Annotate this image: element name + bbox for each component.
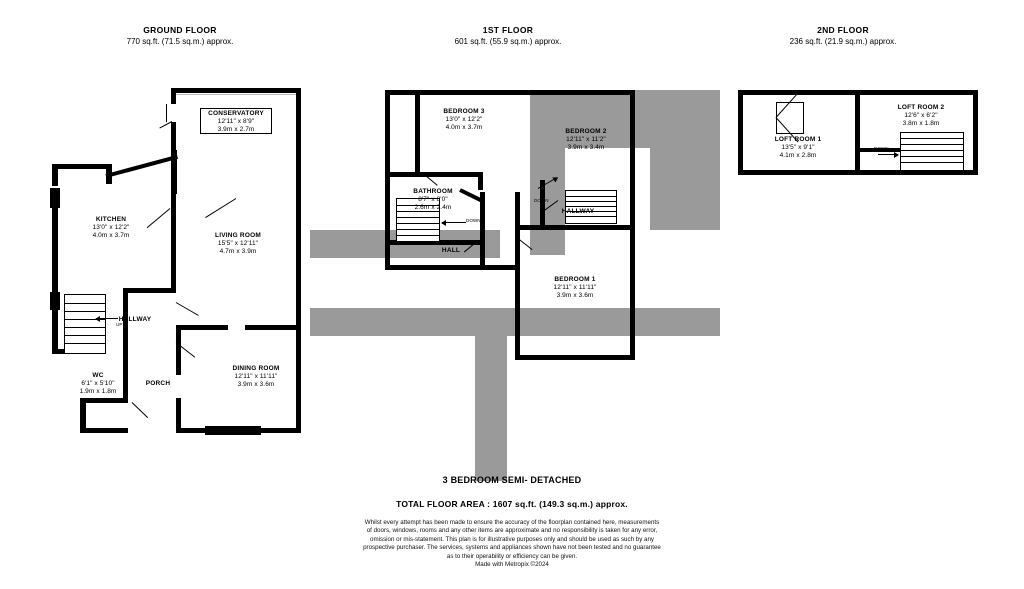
first-stair-label-down: DOWN [466, 218, 481, 223]
first-internal-bed3-bath [390, 172, 482, 177]
total-floor-area: TOTAL FLOOR AREA : 1607 sq.ft. (149.3 sq.m.) approx. [396, 499, 628, 509]
bedroom1-dim-metric: 3.9m x 3.6m [556, 292, 594, 299]
room-label-wc [70, 372, 126, 396]
bedroom1-name: BEDROOM 1 [554, 276, 596, 283]
roof-mass-tail [475, 336, 507, 481]
room-label-bedroom1 [530, 276, 620, 300]
second-wall-left [738, 90, 743, 175]
bathroom-name: BATHROOM [413, 188, 453, 195]
porch-name: PORCH [145, 380, 171, 387]
footer [0, 475, 1024, 569]
first-internal-landing-bottom [515, 225, 543, 230]
house-wall-right-upper [296, 188, 301, 433]
room-label-bathroom [392, 188, 474, 212]
room-label-porch [134, 380, 182, 388]
conservatory-wall-right [296, 88, 301, 194]
hallway-first-name: HALLWAY [561, 208, 595, 215]
disclaimer-line-3: omission or mis-statement. This plan is for illustrative purposes only and should be used as such by any [370, 535, 654, 543]
second-internal-divider [855, 90, 860, 175]
conservatory-door-jamb [166, 104, 167, 122]
conservatory-wall-left-lower [171, 122, 176, 150]
first-wall-left-upper [385, 90, 390, 182]
bathroom-dim-imperial: 8'7" x 8'0" [418, 196, 448, 203]
bedroom2-name: BEDROOM 2 [565, 128, 607, 135]
disclaimer-line-1: Whilst every attempt has been made to ensure the accuracy of the floorplan contained here, measurements [364, 519, 660, 526]
room-label-living [193, 232, 283, 256]
loft1-hatch [776, 102, 804, 134]
room-label-loft1 [756, 136, 840, 160]
internal-wall-dining-left [176, 325, 181, 375]
room-label-bedroom2 [542, 128, 630, 152]
first-floor-title: 1ST FLOOR [482, 25, 534, 35]
roof-mass-centre-vertical [530, 90, 565, 255]
room-label-loft2 [875, 104, 967, 128]
first-floor-subtitle: 601 sq.ft. (55.9 sq.m.) approx. [454, 37, 562, 46]
room-label-hallway-ground [100, 316, 170, 324]
ground-staircase [64, 294, 106, 354]
loft2-dim-metric: 3.8m x 1.8m [902, 120, 940, 127]
internal-wall-hall-top [123, 288, 176, 293]
house-wall-top-left [52, 164, 108, 169]
first-wall-bottom-left [385, 265, 515, 270]
disclaimer-line-5: as to their operability or efficiency can be given. [446, 552, 578, 560]
bedroom2-dim-metric: 3.9m x 3.4m [567, 144, 605, 151]
kitchen-name: KITCHEN [95, 216, 127, 223]
second-floor-plan [730, 80, 980, 200]
internal-wall-living-bottom [176, 325, 228, 330]
first-staircase-landing [565, 190, 617, 224]
conservatory-wall-left-upper [171, 88, 176, 104]
ground-floor-plan [40, 80, 320, 450]
disclaimer-line-4: prospective purchaser. The services, systems and appliances shown have not been tested and no guarantee [363, 544, 661, 552]
first-wall-mid-vertical [515, 230, 520, 360]
internal-wall-dining-top [245, 325, 301, 330]
second-floor-heading [723, 24, 963, 48]
second-staircase [900, 132, 964, 171]
attribution: Made with Metropix ©2024 [475, 561, 549, 569]
second-wall-right [973, 90, 978, 175]
window-kitchen-left-1 [50, 188, 60, 208]
living-dim-imperial: 15'5" x 12'11" [217, 240, 259, 247]
second-stair-label-down: DOWN [874, 146, 889, 151]
bedroom1-dim-imperial: 12'11" x 11'11" [553, 284, 597, 291]
first-floor-plan [310, 80, 730, 450]
door-living-top-swing [205, 198, 236, 218]
room-label-hallway-first [548, 208, 608, 216]
door-porch [132, 402, 149, 418]
loft2-name: LOFT ROOM 2 [897, 104, 945, 111]
ground-floor-heading [60, 24, 300, 48]
property-title: 3 BEDROOM SEMI- DETACHED [442, 475, 582, 485]
house-wall-left-mid [52, 208, 58, 292]
room-label-dining [212, 365, 300, 389]
first-stair-arrow-hall [442, 222, 466, 223]
kitchen-dim-metric: 4.0m x 3.7m [92, 232, 130, 239]
conservatory-dim-imperial: 12'11" x 8'9" [217, 118, 255, 125]
first-internal-bath-right [478, 172, 483, 190]
second-stair-arrow-down [878, 154, 898, 155]
first-internal-bed3-right [415, 95, 420, 175]
first-floor-heading [388, 24, 628, 48]
room-label-conservatory [195, 110, 277, 134]
room-label-bedroom3 [420, 108, 508, 132]
loft1-dim-metric: 4.1m x 2.8m [779, 152, 817, 159]
bedroom3-name: BEDROOM 3 [443, 108, 485, 115]
house-wall-top-right [171, 150, 177, 194]
house-roofline-slope [105, 155, 178, 178]
living-dim-metric: 4.7m x 3.9m [219, 248, 257, 255]
dining-dim-metric: 3.9m x 3.6m [237, 381, 275, 388]
loft1-dim-imperial: 13'5" x 9'1" [781, 144, 815, 151]
house-wall-wc-bottom [80, 428, 128, 433]
window-dining-bottom [205, 426, 261, 435]
wc-dim-imperial: 6'1" x 5'10" [81, 380, 115, 387]
ground-floor-subtitle: 770 sq.ft. (71.5 sq.m.) approx. [126, 37, 234, 46]
first-internal-bed2-bottom [540, 225, 632, 230]
loft2-dim-imperial: 12'6" x 6'2" [904, 112, 938, 119]
loft1-name: LOFT ROOM 1 [774, 136, 822, 143]
bedroom3-dim-imperial: 13'0" x 12'2" [445, 116, 483, 123]
first-stair-label-landing-down: DOWN [534, 198, 549, 203]
window-kitchen-left-2 [50, 292, 60, 310]
first-wall-top [385, 90, 635, 95]
bedroom2-dim-imperial: 12'11" x 11'2" [566, 136, 606, 143]
living-name: LIVING ROOM [215, 232, 261, 239]
first-internal-hall-right [480, 192, 485, 270]
bedroom3-dim-metric: 4.0m x 3.7m [445, 124, 483, 131]
second-floor-subtitle: 236 sq.ft. (21.9 sq.m.) approx. [789, 37, 897, 46]
conservatory-name: CONSERVATORY [208, 110, 264, 117]
conservatory-wall-top [171, 88, 301, 93]
room-label-hall-first [428, 247, 474, 255]
door-living-hall [176, 302, 199, 316]
disclaimer-line-2: of doors, windows, rooms and any other items are approximate and no responsibility is taken for any error, [366, 527, 658, 535]
conservatory-dim-metric: 3.9m x 2.7m [217, 126, 255, 133]
ground-stair-label-up: UP [116, 322, 123, 327]
conservatory-glazing [176, 94, 296, 95]
hallway-ground-name: HALLWAY [118, 316, 152, 323]
house-wall-bottom-porch [80, 398, 128, 403]
internal-wall-dining-left-lower [176, 398, 181, 433]
room-label-kitchen [68, 216, 154, 240]
roof-mass-right-mid [650, 90, 720, 230]
internal-wall-kitchen-living [171, 194, 176, 292]
wc-name: WC [92, 372, 104, 379]
hall-first-name: HALL [441, 247, 461, 254]
disclaimer [0, 519, 1024, 569]
first-wall-left-lower [385, 182, 390, 270]
ground-floor-title: GROUND FLOOR [143, 25, 217, 35]
wc-dim-metric: 1.9m x 1.8m [79, 388, 117, 395]
dining-dim-imperial: 12'11" x 11'11" [234, 373, 278, 380]
first-internal-bed2-left [540, 180, 545, 230]
first-wall-bottom-right [515, 355, 635, 360]
dining-name: DINING ROOM [232, 365, 280, 372]
bathroom-dim-metric: 2.6m x 2.4m [414, 204, 452, 211]
kitchen-dim-imperial: 13'0" x 12'2" [92, 224, 130, 231]
second-floor-title: 2ND FLOOR [817, 25, 869, 35]
